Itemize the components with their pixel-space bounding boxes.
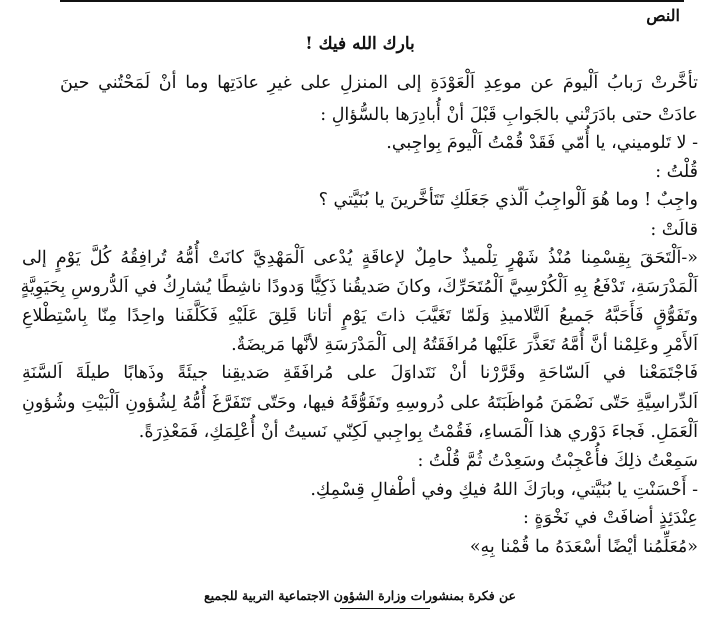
story-line-5: فَاجْتَمَعْنا في اَلسّاحَةِ وقَرَّرْنا أنْ نَتَداوَلَ على مُرافَقَةِ صَديقِنا جيئَةً وذَهابًا طيلَةَ اَلسَّنَةِ xyxy=(22,363,698,383)
narration-line: سَمِعْتُ ذلِكَ فأُعْجِبْتُ وسَعِدْتُ ثُمَّ قُلْتُ : xyxy=(417,451,698,471)
story-line-3: وتَفَوُّقٍ فَأَحَبَّهُ جَميعُ اَلتَّلاميذِ وَلَمّا تَغَيَّبَ ذاتَ يَوْمٍ أتانا قَلِقَ عَلَيْهِ فَكَلَّفَنا واحِدًا مِنّا بِاسْتِطْلاعِ xyxy=(22,306,698,326)
story-line-6: اَلدِّراسِيَّةِ حَتّى نَضْمَنَ مُواظَبَتَهُ على دُروسِهِ وتَفَوُّقَهُ فيها، وحَتّى تَتَفَرَّغَ أُمُّهُ لِشُؤونِ اَلْبَيْتِ وشُؤونِ xyxy=(22,393,698,413)
narration-line-2: عِنْدَئِذٍ أضافَتْ في نَخْوَةٍ : xyxy=(522,508,698,528)
story-line-2: اَلْمَدْرَسَةِ، تَدْفَعُ بِهِ اَلْكُرْسِيَّ اَلْمُتَحَرِّكَ، وكانَ صَديقُنا ذَكِيًّا وَدودًا ناشِطًا يُشارِكُ في اَلدُّروسِ بِحَيَوِيَّةٍ xyxy=(20,277,698,297)
story-line-4: اَلأَمْرِ وعَلِمْنا أنَّ أُمَّهُ تَعَذَّرَ عَلَيْها مُرافَقَتُهُ إلى اَلْمَدْرَسَةِ لأنَّها مَريضَةٌ. xyxy=(231,335,698,355)
closing-quote: «مُعَلِّمُنا أيْضًا أسْعَدَهُ ما قُمْنا بِهِ» xyxy=(469,537,698,557)
header-rule xyxy=(60,0,684,12)
section-label: النص xyxy=(646,6,680,25)
speaker-label-1: قُلْتُ : xyxy=(655,162,698,182)
dialogue-line-1: - لا تَلوميني، يا أُمّي فَقَدْ قُمْتُ اَلْيومَ بِواجِبي. xyxy=(386,133,698,153)
paragraph-line-2: عادَتْ حتى بادَرَتْني بالجَوابِ قَبْلَ أنْ أُبادِرَها بالسُّؤالِ : xyxy=(320,105,698,125)
story-line-7: اَلْعَمَلِ. فَجاءَ دَوْري هذا اَلْمَساءِ، فَقُمْتُ بِواجِبي لَكِنّي نَسيتُ أنْ أُعْلِمَكِ، فَمَعْذِرَةً. xyxy=(138,422,698,442)
speaker-label-2: قالَتْ : xyxy=(650,220,698,240)
paragraph-line-1: تأخَّرتْ رَبابُ اَلْيومَ عن موعِدِ اَلْعَوْدَةِ إلى المنزلِ على غيرِ عادَتِها وما أنْ لَمَحْتُني حينَ xyxy=(60,73,698,93)
source-underline xyxy=(340,608,430,609)
dialogue-line-3: - أَحْسَنْتِ يا بُنَيَّتي، وبارَكَ اللهُ فيكِ وفي أطْفالِ قِسْمِكِ. xyxy=(310,480,698,500)
dialogue-line-2: واجِبٌ ! وما هُوَ اَلْواجِبُ اَلّذي جَعَلَكِ تَتَأخَّرينَ يا بُنَيَّتي ؟ xyxy=(318,190,698,210)
story-line-1: «-اَلْتَحَقَ بِقِسْمِنا مُنْذُ شَهْرٍ تِلْميذٌ حامِلٌ لإعاقَةٍ يُدْعى اَلْمَهْدِيَّ كانَتْ أُمُّهُ تُرافِقُهُ كُلَّ يَوْمٍ إلى xyxy=(22,248,698,268)
text-title: بارك الله فيك ! xyxy=(305,34,415,54)
source-citation: عن فكرة بمنشورات وزارة الشؤون الاجتماعية التربية للجميع xyxy=(204,588,516,603)
